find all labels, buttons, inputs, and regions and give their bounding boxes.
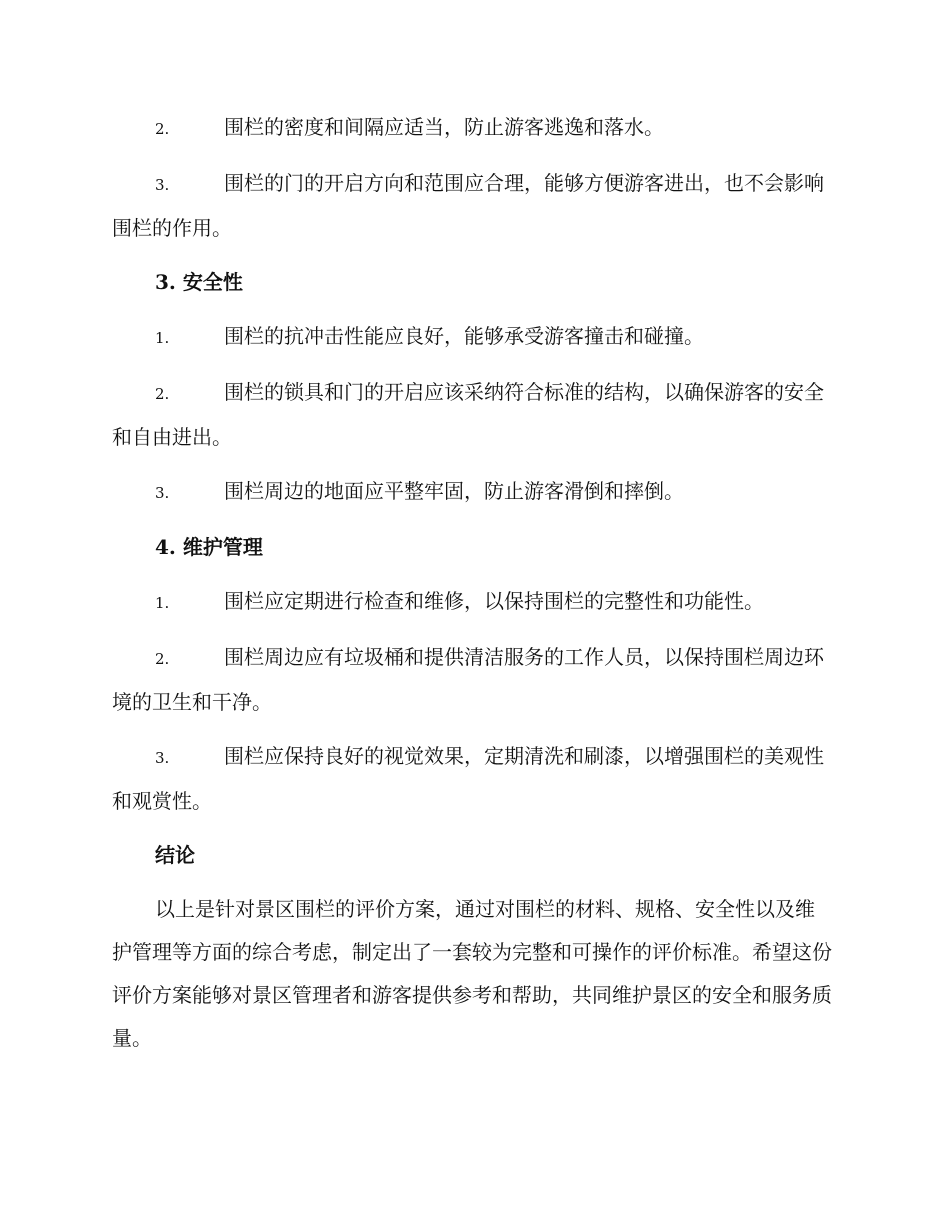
spec-item-2 [112,106,834,151]
list-number: 3. [155,749,170,767]
list-item-text: 围栏周边应有垃圾桶和提供清洁服务的工作人员，以保持围栏周边环境的卫生和干净。 [112,645,824,714]
safety-item-3 [112,470,834,515]
safety-item-2 [112,371,834,459]
list-item-text: 围栏的抗冲击性能应良好，能够承受游客撞击和碰撞。 [224,324,704,348]
maintenance-item-1 [112,580,834,625]
conclusion-heading: 结论 [155,843,195,867]
list-item-text: 围栏应定期进行检查和维修，以保持围栏的完整性和功能性。 [224,589,764,613]
maintenance-item-2 [112,636,834,724]
spec-item-3 [112,162,834,250]
safety-item-1 [112,315,834,360]
list-item-text: 围栏周边的地面应平整牢固，防止游客滑倒和摔倒。 [224,479,684,503]
list-item-text: 围栏应保持良好的视觉效果，定期清洗和刷漆，以增强围栏的美观性和观赏性。 [112,744,824,813]
list-item-text: 围栏的锁具和门的开启应该采纳符合标准的结构，以确保游客的安全和自由进出。 [112,380,824,449]
list-number: 2. [155,385,170,403]
list-number: 2. [155,650,170,668]
maintenance-item-3 [112,735,834,823]
conclusion-paragraph: 以上是针对景区围栏的评价方案，通过对围栏的材料、规格、安全性以及维护管理等方面的综合考虑，制定出了一套较为完整和可操作的评价标准。希望这份评价方案能够对景区管理者和游客提供参考和帮助，共同维护景区的安全和服务质量。 [112,897,832,1050]
list-item-text: 围栏的门的开启方向和范围应合理，能够方便游客进出，也不会影响围栏的作用。 [112,171,824,240]
list-number: 3. [155,484,170,502]
maintenance-heading: 4. 维护管理 [155,535,263,559]
safety-heading: 3. 安全性 [155,270,243,294]
document-body [112,106,834,1060]
list-number: 3. [155,176,170,194]
list-item-text: 围栏的密度和间隔应适当，防止游客逃逸和落水。 [224,115,664,139]
list-number: 1. [155,329,170,347]
list-number: 1. [155,594,170,612]
list-number: 2. [155,120,170,138]
